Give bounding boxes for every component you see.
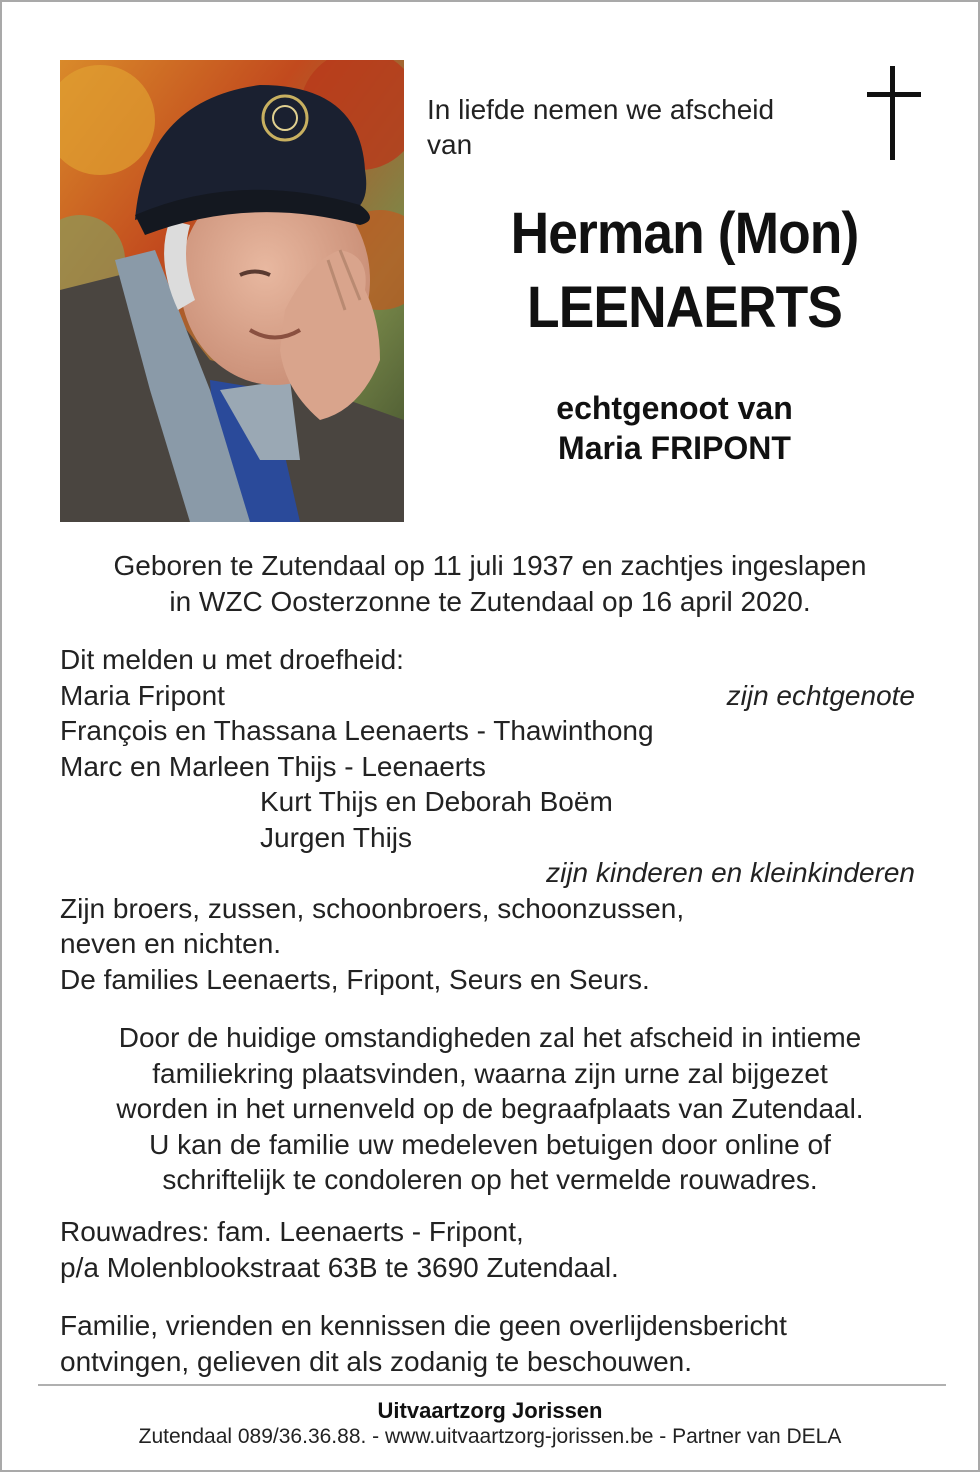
undertaker-name: Uitvaartzorg Jorissen — [377, 1398, 603, 1423]
spouse-name: Maria FRIPONT — [558, 430, 791, 466]
family-child: Marc en Marleen Thijs - Leenaerts — [60, 750, 486, 782]
deceased-first-name: Herman (Mon) — [510, 201, 859, 266]
undertaker-contact: Zutendaal 089/36.36.88. - www.uitvaartzorg-jorissen.be - Partner van DELA — [138, 1425, 842, 1448]
deceased-last-name: LEENAERTS — [527, 275, 842, 340]
family-role: zijn echtgenote — [726, 679, 915, 711]
family-grandchild: Kurt Thijs en Deborah Boëm — [260, 786, 613, 817]
family-intro: Dit melden u met droefheid: — [60, 644, 404, 675]
address-line: Rouwadres: fam. Leenaerts - Fripont, — [60, 1216, 524, 1247]
family-role: zijn kinderen en kleinkinderen — [546, 857, 915, 888]
family-child: François en Thassana Leenaerts - Thawinthong — [60, 715, 654, 746]
intro-line: van — [427, 129, 473, 160]
family-families: De families Leenaerts, Fripont, Seurs en Seurs. — [60, 963, 650, 995]
mourning-address — [60, 1214, 940, 1285]
family-siblings: Zijn broers, zussen, schoonbroers, schoonzussen, — [60, 892, 685, 924]
born-line: in WZC Oosterzonne te Zutendaal op 16 april 2020. — [169, 586, 811, 617]
intro-text — [427, 92, 847, 162]
closing-line: ontvingen, gelieven dit als zodanig te beschouwen. — [60, 1345, 692, 1377]
spouse-block — [412, 388, 937, 468]
cross-icon — [864, 64, 924, 167]
birth-death-text — [42, 548, 938, 620]
cap-emblem — [263, 96, 307, 140]
intro-line: In liefde nemen we afscheid — [427, 94, 775, 125]
notice-line: U kan de familie uw medeleven betuigen door online of — [149, 1128, 831, 1160]
closing-line: Familie, vrienden en kennissen die geen overlijdensbericht — [60, 1310, 787, 1341]
family-list — [60, 642, 915, 997]
notice-line: schriftelijk te condoleren op het vermelde rouwadres. — [162, 1164, 818, 1195]
notice-line: worden in het urnenveld op de begraafplaats van Zutendaal. — [116, 1093, 864, 1124]
footer-divider — [38, 1384, 946, 1386]
deceased-name — [434, 197, 935, 345]
portrait-illustration — [60, 60, 404, 522]
notice-line: familiekring plaatsvinden, waarna zijn urne zal bijgezet — [152, 1057, 828, 1089]
closing-note — [60, 1308, 940, 1379]
portrait-photo — [60, 60, 404, 522]
born-line: Geboren te Zutendaal op 11 juli 1937 en zachtjes ingeslapen — [113, 550, 867, 581]
notice-line: Door de huidige omstandigheden zal het afscheid in intieme — [118, 1022, 862, 1053]
family-siblings: neven en nichten. — [60, 928, 282, 959]
family-row-spouse — [60, 678, 915, 714]
family-grandchild: Jurgen Thijs — [260, 821, 413, 853]
family-row-children-role — [60, 855, 915, 891]
funeral-notice — [42, 1020, 938, 1198]
address-line: p/a Molenblookstraat 63B te 3690 Zutendaal. — [60, 1251, 619, 1283]
family-name: Maria Fripont — [60, 679, 225, 711]
spouse-label: echtgenoot van — [556, 390, 793, 426]
